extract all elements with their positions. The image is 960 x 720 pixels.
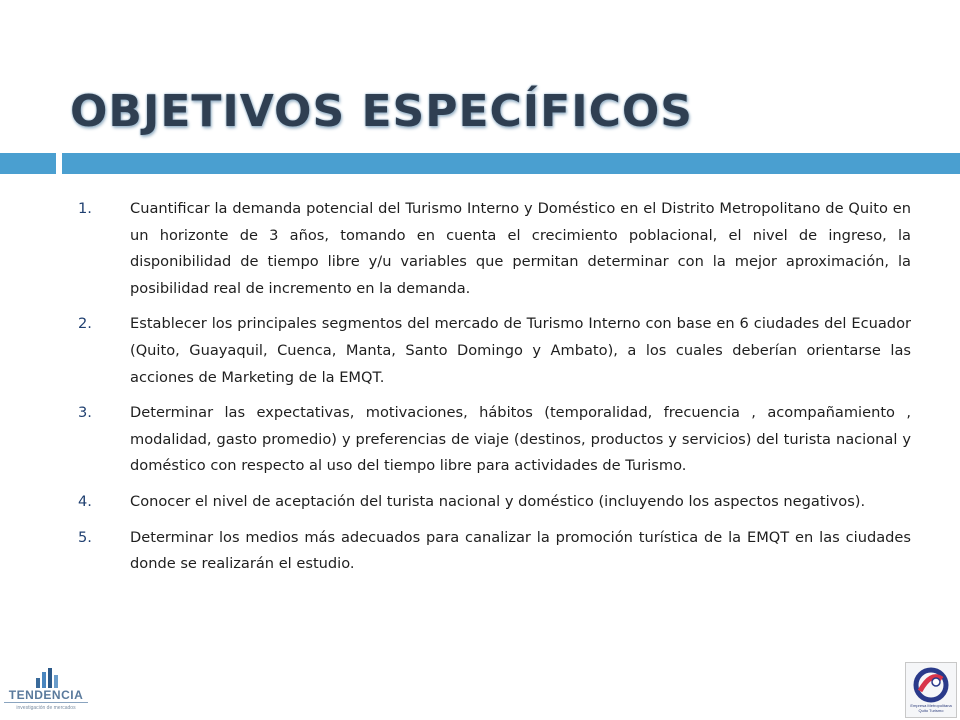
item-number: 3.: [78, 404, 92, 422]
slide-title: OBJETIVOS ESPECÍFICOS: [70, 86, 693, 137]
item-text: Determinar los medios más adecuados para canalizar la promoción turística de la EMQT en las ciudades donde se realizarán el estudio.: [130, 528, 911, 573]
quito-turismo-logo-subtitle: Empresa Metropolitana Quito Turismo: [910, 703, 952, 713]
quito-turismo-emblem-icon: [906, 665, 956, 705]
tendencia-logo-subtitle: investigación de mercados: [16, 705, 76, 711]
building-bars-icon: [34, 668, 64, 688]
accent-bar-left: [0, 153, 56, 174]
objectives-list: [78, 196, 911, 587]
item-text: Conocer el nivel de aceptación del turista nacional y doméstico (incluyendo los aspectos negativos).: [130, 492, 866, 510]
item-text: Determinar las expectativas, motivaciones, hábitos (temporalidad, frecuencia , acompañamiento , modalidad, gasto promedio) y preferencias de viaje (destinos, productos y servicios) del turista nacional y doméstico con respecto al uso del tiempo libre para actividades de Turismo.: [130, 404, 911, 475]
item-number: 5.: [78, 528, 92, 546]
list-item: [78, 400, 911, 480]
item-number: 1.: [78, 200, 92, 217]
item-text: Establecer los principales segmentos del mercado de Turismo Interno con base en 6 ciudades del Ecuador (Quito, Guayaquil, Cuenca, Manta, Santo Domingo y Ambato), a los cuales deberían orientarse las acciones de Marketing de la EMQT.: [130, 315, 911, 386]
quito-turismo-logo: [905, 662, 957, 718]
tendencia-logo-word: TENDENCIA: [4, 688, 88, 703]
item-text: Cuantificar la demanda potencial del Turismo Interno y Doméstico en el Distrito Metropolitano de Quito en un horizonte de 3 años, tomando en cuenta el crecimiento poblacional, el nivel de ingreso, la disponibilidad de tiempo libre y/u variables que permitan determinar con la mejor aproximación, la posibilidad real de incremento en la demanda.: [130, 200, 911, 297]
item-number: 2.: [78, 315, 92, 333]
list-item: [78, 489, 911, 516]
accent-bar-right: [62, 153, 960, 174]
list-item: [78, 525, 911, 578]
list-item: [78, 196, 911, 302]
list-item: [78, 311, 911, 391]
tendencia-logo: [4, 668, 88, 716]
item-number: 4.: [78, 492, 92, 510]
